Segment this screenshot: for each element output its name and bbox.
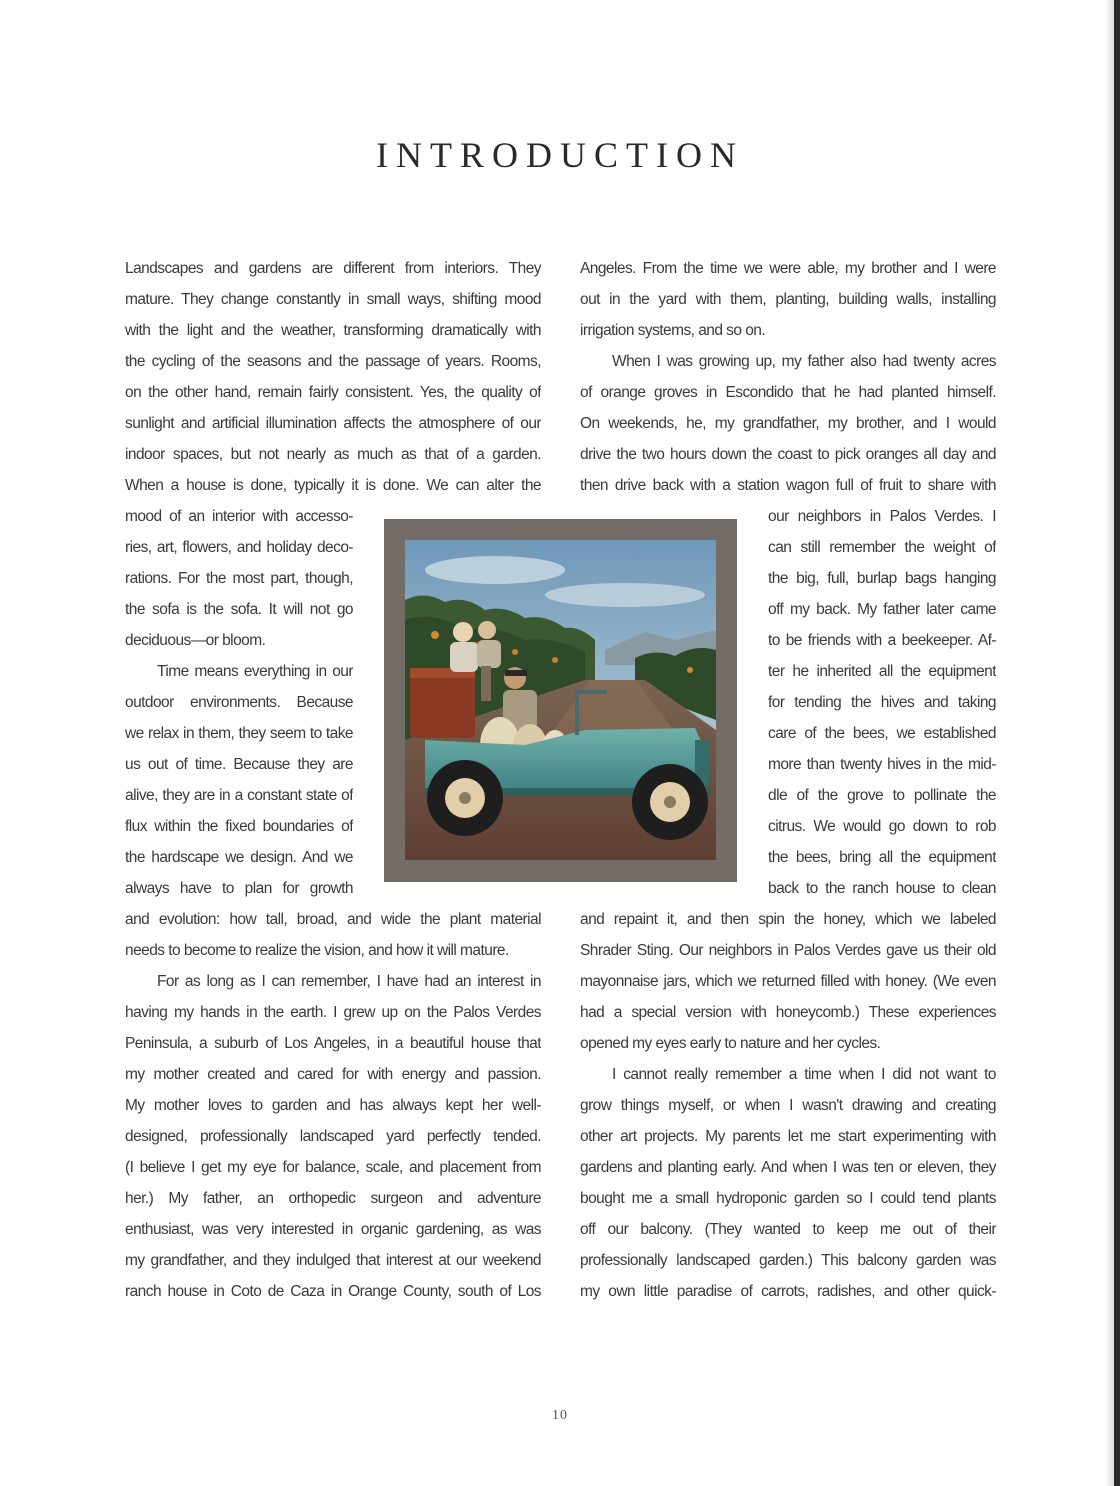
- text-line: Shrader Sting. Our neighbors in Palos Verdes gave us their old: [580, 942, 996, 959]
- text-line: When I was growing up, my father also had twenty acres: [612, 353, 996, 370]
- text-line: off our balcony. (They wanted to keep me out of their: [580, 1221, 996, 1238]
- text-line: my mother created and cared for with energy and passion.: [125, 1066, 541, 1083]
- text-line: sunlight and artificial illumination affects the atmosphere of our: [125, 415, 541, 432]
- text-line: the cycling of the seasons and the passage of years. Rooms,: [125, 353, 541, 370]
- text-line: ries, art, flowers, and holiday deco-: [125, 539, 353, 556]
- text-line: the big, full, burlap bags hanging: [768, 570, 996, 587]
- text-line: ranch house in Coto de Caza in Orange County, south of Los: [125, 1283, 541, 1300]
- text-line: (I believe I get my eye for balance, scale, and placement from: [125, 1159, 541, 1176]
- photo-illustration: [405, 540, 716, 860]
- text-line: my own little paradise of carrots, radishes, and other quick-: [580, 1283, 996, 1300]
- text-line: having my hands in the earth. I grew up on the Palos Verdes: [125, 1004, 541, 1021]
- text-line: and evolution: how tall, broad, and wide the plant material: [125, 911, 541, 928]
- text-line: I cannot really remember a time when I did not want to: [612, 1066, 996, 1083]
- text-line: care of the bees, we established: [768, 725, 996, 742]
- text-line: the sofa is the sofa. It will not go: [125, 601, 353, 618]
- text-line: always have to plan for growth: [125, 880, 353, 897]
- text-line: other art projects. My parents let me start experimenting with: [580, 1128, 996, 1145]
- text-line: then drive back with a station wagon full of fruit to share with: [580, 477, 996, 494]
- text-line: out in the yard with them, planting, building walls, installing: [580, 291, 996, 308]
- text-line: alive, they are in a constant state of: [125, 787, 353, 804]
- text-line: dle of the grove to pollinate the: [768, 787, 996, 804]
- text-line: indoor spaces, but not nearly as much as that of a garden.: [125, 446, 541, 463]
- text-line: irrigation systems, and so on.: [580, 322, 766, 339]
- text-line: mood of an interior with accesso-: [125, 508, 353, 525]
- page-edge: [1114, 0, 1120, 1486]
- text-line: mature. They change constantly in small ways, shifting mood: [125, 291, 541, 308]
- text-line: citrus. We would go down to rob: [768, 818, 996, 835]
- text-line: us out of time. Because they are: [125, 756, 353, 773]
- text-line: designed, professionally landscaped yard perfectly tended.: [125, 1128, 541, 1145]
- text-line: enthusiast, was very interested in organic gardening, as was: [125, 1221, 541, 1238]
- text-line: off my back. My father later came: [768, 601, 996, 618]
- text-line: can still remember the weight of: [768, 539, 996, 556]
- text-line: back to the ranch house to clean: [768, 880, 996, 897]
- text-line: On weekends, he, my grandfather, my brother, and I would: [580, 415, 996, 432]
- text-line: we relax in them, they seem to take: [125, 725, 353, 742]
- text-line: gardens and planting early. And when I was ten or eleven, they: [580, 1159, 996, 1176]
- text-line: For as long as I can remember, I have had an interest in: [157, 973, 541, 990]
- text-line: my grandfather, and they indulged that interest at our weekend: [125, 1252, 541, 1269]
- text-line: more than twenty hives in the mid-: [768, 756, 996, 773]
- text-line: needs to become to realize the vision, and how it will mature.: [125, 942, 509, 959]
- text-line: and repaint it, and then spin the honey, which we labeled: [580, 911, 996, 928]
- text-line: to be friends with a beekeeper. Af-: [768, 632, 996, 649]
- text-line: the hardscape we design. And we: [125, 849, 353, 866]
- text-line: mayonnaise jars, which we returned filled with honey. (We even: [580, 973, 996, 990]
- text-line: on the other hand, remain fairly consistent. Yes, the quality of: [125, 384, 541, 401]
- text-line: Angeles. From the time we were able, my brother and I were: [580, 260, 996, 277]
- text-line: rations. For the most part, though,: [125, 570, 353, 587]
- text-line: opened my eyes early to nature and her cycles.: [580, 1035, 881, 1052]
- photo-family-jeep-orange-grove: [405, 540, 716, 860]
- text-line: ter he inherited all the equipment: [768, 663, 996, 680]
- text-line: drive the two hours down the coast to pick oranges all day and: [580, 446, 996, 463]
- text-line: flux within the fixed boundaries of: [125, 818, 353, 835]
- text-line: for tending the hives and taking: [768, 694, 996, 711]
- text-line: the bees, bring all the equipment: [768, 849, 996, 866]
- page-number: 10: [552, 1408, 568, 1423]
- photo-frame: [384, 519, 737, 882]
- text-line: Peninsula, a suburb of Los Angeles, in a beautiful house that: [125, 1035, 541, 1052]
- text-line: had a special version with honeycomb.) These experiences: [580, 1004, 996, 1021]
- text-line: outdoor environments. Because: [125, 694, 353, 711]
- text-line: Landscapes and gardens are different from interiors. They: [125, 260, 541, 277]
- page-edge-shadow: [1104, 0, 1114, 1486]
- text-line: with the light and the weather, transforming dramatically with: [125, 322, 541, 339]
- text-line: My mother loves to garden and has always kept her well-: [125, 1097, 541, 1114]
- text-line: of orange groves in Escondido that he had planted himself.: [580, 384, 996, 401]
- text-line: her.) My father, an orthopedic surgeon and adventure: [125, 1190, 541, 1207]
- text-line: deciduous—or bloom.: [125, 632, 266, 649]
- text-line: When a house is done, typically it is done. We can alter the: [125, 477, 541, 494]
- text-line: professionally landscaped garden.) This balcony garden was: [580, 1252, 996, 1269]
- text-line: bought me a small hydroponic garden so I could tend plants: [580, 1190, 996, 1207]
- text-line: grow things myself, or when I wasn't drawing and creating: [580, 1097, 996, 1114]
- text-line: Time means everything in our: [157, 663, 353, 680]
- text-line: our neighbors in Palos Verdes. I: [768, 508, 996, 525]
- page-title: INTRODUCTION: [376, 135, 744, 175]
